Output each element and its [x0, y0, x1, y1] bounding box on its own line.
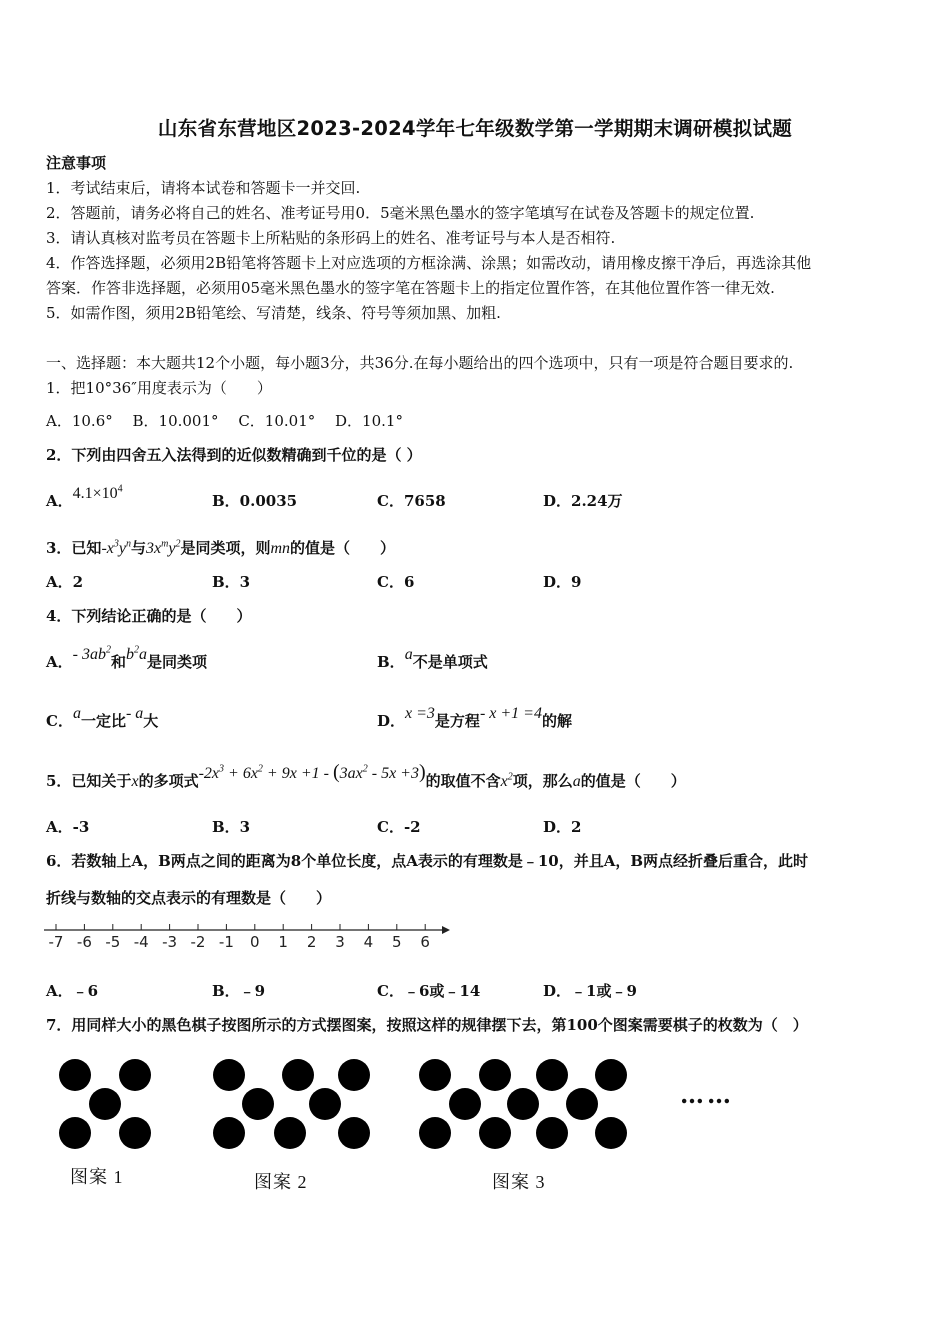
q4-d-term-2: - x +1 =4: [479, 705, 542, 722]
q1-option-b: B．10.001°: [132, 412, 219, 430]
pattern-ellipsis: ……: [680, 1080, 734, 1109]
notice-item-4: 4．作答选择题，必须用2B铅笔将答题卡上对应选项的方框涂满、涂黑；如需改动，请用橡皮擦干净后，再选涂其他: [46, 254, 812, 272]
q6-option-a: A．﹣6: [46, 982, 99, 1000]
number-line: [44, 920, 454, 954]
q2-a-math: $4.1\times 10^4$: [72, 483, 123, 502]
notice-item-5: 5．如需作图，须用2B铅笔绘、写清楚，线条、符号等须加黑、加粗.: [46, 304, 501, 322]
q2-option-c: C．7658: [377, 492, 446, 510]
pattern-1-label: 图案 1: [70, 1167, 124, 1187]
q3-option-a: A．2: [46, 573, 84, 591]
number-line-tick-label: 2: [306, 933, 317, 951]
q2-option-b: B．0.0035: [212, 492, 298, 510]
notice-item-2: 2．答题前，请务必将自己的姓名、准考证号用0．5毫米黑色墨水的签字笔填写在试卷及答题卡的规定位置.: [46, 204, 755, 222]
number-line-tick-label: -2: [190, 933, 206, 951]
q6-option-d: D．﹣1或﹣9: [543, 982, 637, 1000]
q3-option-b: B．3: [212, 573, 251, 591]
number-line-tick-label: 4: [363, 933, 374, 951]
q1-stem: 1．把10°36″用度表示为（ ）: [46, 379, 272, 397]
number-line-tick-label: 1: [278, 933, 288, 951]
q1-option-a: A．10.6°: [46, 412, 113, 430]
q3-option-d: D．9: [543, 573, 582, 591]
q7-stem: 7．用同样大小的黑色棋子按图所示的方式摆图案，按照这样的规律摆下去，第100个图案需要棋子的枚数为（ ）: [46, 1016, 808, 1034]
number-line-tick-label: 3: [335, 933, 345, 951]
q2-stem: 2．下列由四舍五入法得到的近似数精确到千位的是（ ）: [46, 446, 422, 464]
number-line-tick-label: -5: [105, 933, 121, 951]
q4-c-term-2: - a: [125, 705, 144, 722]
q4-b-term: a: [404, 646, 413, 663]
page-title: 山东省东营地区2023-2024学年七年级数学第一学期期末调研模拟试题: [157, 117, 793, 140]
q3-term-1: $-x^3y^n$: [101, 538, 131, 557]
q2-option-d: D．2.24万: [543, 492, 623, 510]
q6-option-b: B．﹣9: [212, 982, 266, 1000]
q4-stem: 4．下列结论正确的是（ ）: [46, 607, 252, 625]
notice-item-4-cont: 答案．作答非选择题，必须用05毫米黑色墨水的签字笔在答题卡上的指定位置作答，在其他位置作答一律无效.: [46, 279, 775, 297]
q4-option-c: C．a一定比- a大: [46, 705, 159, 730]
q5-option-c: C．-2: [377, 818, 421, 836]
q5-option-b: B．3: [212, 818, 251, 836]
number-line-tick-label: -6: [76, 933, 92, 951]
q1-options: [46, 410, 403, 431]
section-1-heading: 一、选择题：本大题共12个小题，每小题3分，共36分.在每小题给出的四个选项中，只有一项是符合题目要求的.: [46, 354, 794, 372]
number-line-tick-label: -1: [218, 933, 234, 951]
number-line-tick-label: -7: [48, 933, 64, 951]
q1-option-c: C．10.01°: [238, 412, 316, 430]
pattern-2-figure: [210, 1055, 370, 1155]
number-line-tick-label: -3: [162, 933, 178, 951]
number-line-tick-label: -4: [133, 933, 149, 951]
pattern-3-label: 图案 3: [492, 1172, 546, 1192]
notice-item-1: 1．考试结束后，请将本试卷和答题卡一并交回.: [46, 179, 361, 197]
q1-option-d: D．10.1°: [335, 412, 403, 430]
notice-item-3: 3．请认真核对监考员在答题卡上所粘贴的条形码上的姓名、准考证号与本人是否相符.: [46, 229, 616, 247]
q4-a-term-2: $b^2a$: [125, 644, 147, 663]
q5-option-d: D．2: [543, 818, 582, 836]
q4-option-a: A．- $3ab^2$和$b^2a$是同类项: [46, 644, 207, 671]
number-line-tick-label: 0: [250, 933, 260, 951]
pattern-2-label: 图案 2: [254, 1172, 308, 1192]
q2-option-a: A．$4.1\times 10^4$: [46, 483, 123, 510]
q6-option-c: C．﹣6或﹣14: [377, 982, 481, 1000]
q6-stem-line-1: 6．若数轴上A，B两点之间的距离为8个单位长度，点A表示的有理数是﹣10，并且A，B两点经折叠后重合，此时: [46, 852, 809, 870]
q4-c-term-1: a: [72, 705, 81, 722]
q4-option-d: D．x =3是方程- x +1 =4的解: [377, 705, 572, 730]
q4-option-b: B．a不是单项式: [377, 646, 488, 671]
q6-stem-line-2: 折线与数轴的交点表示的有理数是（ ）: [46, 889, 332, 907]
q5-polynomial: $-2x^3 + 6x^2 + 9x +1 - (3ax^2 - 5x +3)$: [198, 761, 426, 783]
q5-stem: 5．已知关于x的多项式$-2x^3 + 6x^2 + 9x +1 - (3ax^2 - 5x +3)$的取值不含$x^2$项，那么a的值是（ ）: [46, 761, 686, 790]
q3-stem: 3．已知$-x^3y^n$与$3x^my^2$是同类项，则mn的值是（ ）: [46, 538, 396, 557]
pattern-1-figure: [58, 1055, 158, 1155]
notice-heading: 注意事项: [46, 154, 107, 172]
pattern-3-figure: [415, 1055, 635, 1155]
q4-a-term-1: - $3ab^2$: [72, 644, 111, 663]
q4-d-term-1: x =3: [405, 705, 435, 722]
number-line-tick-label: 6: [420, 933, 430, 951]
q3-term-2: $3x^my^2$: [146, 538, 181, 557]
number-line-tick-label: 5: [392, 933, 402, 951]
q3-option-c: C．6: [377, 573, 415, 591]
q5-option-a: A．-3: [46, 818, 90, 836]
q5-x2: $x^2$: [500, 771, 513, 790]
